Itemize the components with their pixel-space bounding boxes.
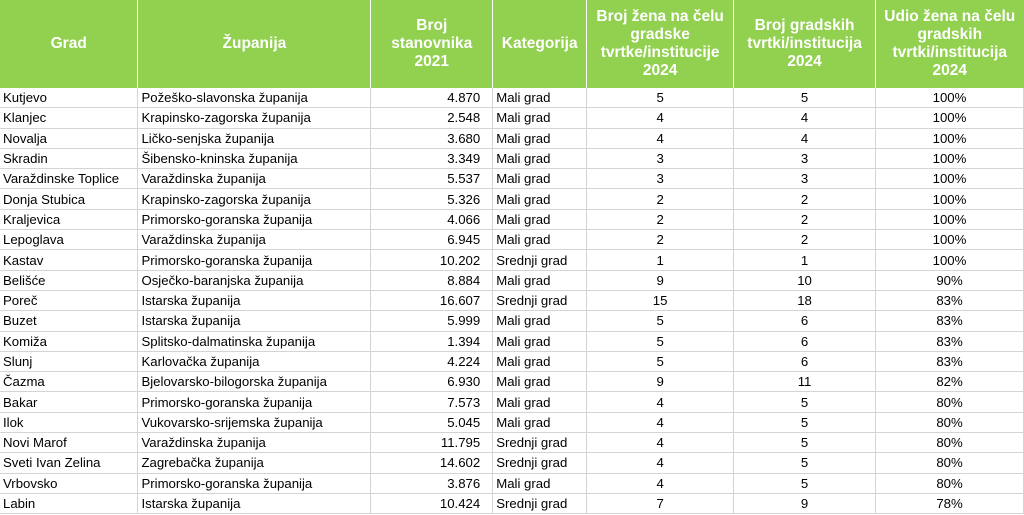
table-row — [0, 433, 1024, 453]
cell-kategorija[interactable]: Srednji grad — [493, 453, 587, 473]
cell-kategorija[interactable]: Srednji grad — [493, 433, 587, 453]
cell-kategorija[interactable]: Srednji grad — [493, 493, 587, 513]
header-tvrtki-line: 2024 — [787, 53, 822, 70]
cell-tvrtki[interactable]: 1 — [734, 250, 876, 270]
table-row — [0, 250, 1024, 270]
cell-stanovnika[interactable]: 10.424 — [371, 493, 493, 513]
table-row — [0, 108, 1024, 128]
cell-stanovnika[interactable]: 6.930 — [371, 372, 493, 392]
cell-kategorija[interactable]: Mali grad — [493, 128, 587, 148]
header-udio-line: tvrtki/institucija — [892, 44, 1008, 61]
cell-grad[interactable]: Poreč — [0, 290, 138, 310]
table-row — [0, 453, 1024, 473]
cell-zupanija[interactable]: Vukovarsko-srijemska županija — [138, 412, 371, 432]
header-zena-line: tvrtke/institucije — [600, 44, 720, 61]
header-stanovnika-line: Broj — [416, 17, 448, 34]
cell-kategorija[interactable]: Mali grad — [493, 372, 587, 392]
cell-zupanija[interactable]: Zagrebačka županija — [138, 453, 371, 473]
cell-grad[interactable]: Bakar — [0, 392, 138, 412]
cell-grad[interactable]: Kastav — [0, 250, 138, 270]
cell-grad[interactable]: Ilok — [0, 412, 138, 432]
cell-kategorija[interactable]: Mali grad — [493, 270, 587, 290]
cell-zupanija[interactable]: Ličko-senjska županija — [138, 128, 371, 148]
cell-stanovnika[interactable]: 14.602 — [371, 453, 493, 473]
cell-udio[interactable]: 100% — [876, 128, 1024, 148]
header-zena-line: 2024 — [642, 62, 678, 79]
cell-zupanija[interactable]: Primorsko-goranska županija — [138, 392, 371, 412]
cell-udio[interactable]: 100% — [876, 250, 1024, 270]
cell-tvrtki[interactable]: 3 — [734, 169, 876, 189]
cell-zupanija[interactable]: Istarska županija — [138, 493, 371, 513]
table-row — [0, 270, 1024, 290]
cell-udio[interactable]: 78% — [876, 493, 1024, 513]
cell-zupanija[interactable]: Primorsko-goranska županija — [138, 250, 371, 270]
cell-udio[interactable]: 100% — [876, 108, 1024, 128]
cell-kategorija[interactable]: Mali grad — [493, 230, 587, 250]
header-udio[interactable] — [876, 0, 1024, 88]
cell-zupanija[interactable]: Varaždinska županija — [138, 169, 371, 189]
cell-zena[interactable]: 4 — [587, 392, 734, 412]
cell-zena[interactable]: 3 — [587, 148, 734, 168]
cell-zena[interactable]: 4 — [587, 433, 734, 453]
header-stanovnika-line: stanovnika — [391, 35, 473, 52]
cell-stanovnika[interactable]: 8.884 — [371, 270, 493, 290]
cell-zena[interactable]: 2 — [587, 209, 734, 229]
header-zena[interactable] — [587, 0, 734, 88]
cell-grad[interactable]: Labin — [0, 493, 138, 513]
header-tvrtki-line: Broj gradskih — [754, 17, 855, 34]
header-tvrtki-line: tvrtki/institucija — [747, 35, 862, 52]
cell-kategorija[interactable]: Mali grad — [493, 189, 587, 209]
cell-grad[interactable]: Klanjec — [0, 108, 138, 128]
header-grad[interactable]: Grad — [0, 0, 138, 88]
cell-zena[interactable]: 7 — [587, 493, 734, 513]
cell-tvrtki[interactable]: 6 — [734, 351, 876, 371]
cell-zena[interactable]: 5 — [587, 351, 734, 371]
cell-udio[interactable]: 83% — [876, 351, 1024, 371]
cell-stanovnika[interactable]: 1.394 — [371, 331, 493, 351]
cell-zena[interactable]: 1 — [587, 250, 734, 270]
table-row — [0, 169, 1024, 189]
cell-tvrtki[interactable]: 5 — [734, 88, 876, 108]
cell-zena[interactable]: 5 — [587, 311, 734, 331]
cell-tvrtki[interactable]: 2 — [734, 230, 876, 250]
cell-udio[interactable]: 100% — [876, 169, 1024, 189]
cell-grad[interactable]: Slunj — [0, 351, 138, 371]
table-row — [0, 473, 1024, 493]
cell-tvrtki[interactable]: 3 — [734, 148, 876, 168]
cell-kategorija[interactable]: Mali grad — [493, 108, 587, 128]
header-row — [0, 0, 1024, 88]
header-stanovnika-line: 2021 — [414, 53, 450, 70]
cell-udio[interactable]: 100% — [876, 230, 1024, 250]
table-row — [0, 311, 1024, 331]
cell-tvrtki[interactable]: 6 — [734, 331, 876, 351]
cell-zena[interactable]: 3 — [587, 169, 734, 189]
cell-grad[interactable]: Lepoglava — [0, 230, 138, 250]
table-row — [0, 148, 1024, 168]
cell-tvrtki[interactable]: 9 — [734, 493, 876, 513]
cell-kategorija[interactable]: Mali grad — [493, 148, 587, 168]
cell-udio[interactable]: 80% — [876, 433, 1024, 453]
cell-grad[interactable]: Varaždinske Toplice — [0, 169, 138, 189]
cell-udio[interactable]: 90% — [876, 270, 1024, 290]
cell-tvrtki[interactable]: 10 — [734, 270, 876, 290]
cell-zupanija[interactable]: Istarska županija — [138, 311, 371, 331]
cell-stanovnika[interactable]: 7.573 — [371, 392, 493, 412]
header-kategorija[interactable]: Kategorija — [493, 0, 587, 88]
cell-kategorija[interactable]: Mali grad — [493, 209, 587, 229]
cell-zupanija[interactable]: Splitsko-dalmatinska županija — [138, 331, 371, 351]
cell-grad[interactable]: Novalja — [0, 128, 138, 148]
table-row — [0, 290, 1024, 310]
header-stanovnika[interactable] — [371, 0, 493, 88]
cell-grad[interactable]: Kutjevo — [0, 88, 138, 108]
table-row — [0, 351, 1024, 371]
header-udio-line: Udio žena na čelu — [884, 8, 1016, 25]
cell-stanovnika[interactable]: 5.999 — [371, 311, 493, 331]
cell-zena[interactable]: 4 — [587, 473, 734, 493]
cell-zupanija[interactable]: Istarska županija — [138, 290, 371, 310]
cell-udio[interactable]: 82% — [876, 372, 1024, 392]
cell-zupanija[interactable]: Karlovačka županija — [138, 351, 371, 371]
cell-kategorija[interactable]: Mali grad — [493, 169, 587, 189]
cell-kategorija[interactable]: Srednji grad — [493, 290, 587, 310]
cell-kategorija[interactable]: Mali grad — [493, 392, 587, 412]
cell-tvrtki[interactable]: 4 — [734, 128, 876, 148]
header-tvrtki[interactable] — [734, 0, 876, 88]
cell-zupanija[interactable]: Šibensko-kninska županija — [138, 148, 371, 168]
cell-zupanija[interactable]: Varaždinska županija — [138, 230, 371, 250]
cell-udio[interactable]: 80% — [876, 412, 1024, 432]
cell-udio[interactable]: 83% — [876, 331, 1024, 351]
cell-zena[interactable]: 2 — [587, 230, 734, 250]
cell-kategorija[interactable]: Mali grad — [493, 473, 587, 493]
cell-zena[interactable]: 9 — [587, 270, 734, 290]
cell-stanovnika[interactable]: 16.607 — [371, 290, 493, 310]
table-row — [0, 88, 1024, 108]
cell-stanovnika[interactable]: 3.876 — [371, 473, 493, 493]
table-row — [0, 372, 1024, 392]
cell-zena[interactable]: 4 — [587, 412, 734, 432]
cell-tvrtki[interactable]: 11 — [734, 372, 876, 392]
header-udio-line: 2024 — [932, 62, 967, 79]
table-row — [0, 128, 1024, 148]
header-zena-line: Broj žena na čelu — [596, 8, 724, 25]
cell-zena[interactable]: 4 — [587, 453, 734, 473]
cell-udio[interactable]: 100% — [876, 209, 1024, 229]
cell-grad[interactable]: Skradin — [0, 148, 138, 168]
cell-stanovnika[interactable]: 2.548 — [371, 108, 493, 128]
cell-grad[interactable]: Donja Stubica — [0, 189, 138, 209]
cell-grad[interactable]: Komiža — [0, 331, 138, 351]
header-zena-line: gradske — [630, 26, 690, 43]
header-zupanija[interactable]: Županija — [138, 0, 371, 88]
cell-zena[interactable]: 2 — [587, 189, 734, 209]
cell-kategorija[interactable]: Mali grad — [493, 311, 587, 331]
cell-stanovnika[interactable]: 11.795 — [371, 433, 493, 453]
cell-grad[interactable]: Čazma — [0, 372, 138, 392]
cell-zupanija[interactable]: Požeško-slavonska županija — [138, 88, 371, 108]
cell-zupanija[interactable]: Krapinsko-zagorska županija — [138, 108, 371, 128]
cell-zena[interactable]: 5 — [587, 331, 734, 351]
cell-grad[interactable]: Sveti Ivan Zelina — [0, 453, 138, 473]
cell-kategorija[interactable]: Mali grad — [493, 412, 587, 432]
cell-grad[interactable]: Buzet — [0, 311, 138, 331]
cell-stanovnika[interactable]: 3.680 — [371, 128, 493, 148]
cell-udio[interactable]: 83% — [876, 290, 1024, 310]
cell-stanovnika[interactable]: 4.224 — [371, 351, 493, 371]
cell-tvrtki[interactable]: 18 — [734, 290, 876, 310]
cell-udio[interactable]: 100% — [876, 189, 1024, 209]
cell-tvrtki[interactable]: 5 — [734, 453, 876, 473]
table-row — [0, 412, 1024, 432]
cell-tvrtki[interactable]: 2 — [734, 189, 876, 209]
cell-zupanija[interactable]: Krapinsko-zagorska županija — [138, 189, 371, 209]
cell-tvrtki[interactable]: 6 — [734, 311, 876, 331]
cell-zena[interactable]: 4 — [587, 128, 734, 148]
table-row — [0, 209, 1024, 229]
cell-zena[interactable]: 15 — [587, 290, 734, 310]
cell-kategorija[interactable]: Mali grad — [493, 351, 587, 371]
header-udio-line: gradskih — [917, 26, 983, 43]
cell-tvrtki[interactable]: 5 — [734, 433, 876, 453]
cell-udio[interactable]: 80% — [876, 392, 1024, 412]
cell-zupanija[interactable]: Osječko-baranjska županija — [138, 270, 371, 290]
cell-tvrtki[interactable]: 5 — [734, 412, 876, 432]
table-row — [0, 392, 1024, 412]
cell-udio[interactable]: 80% — [876, 453, 1024, 473]
cell-tvrtki[interactable]: 4 — [734, 108, 876, 128]
cell-stanovnika[interactable]: 5.045 — [371, 412, 493, 432]
cell-udio[interactable]: 83% — [876, 311, 1024, 331]
cell-tvrtki[interactable]: 2 — [734, 209, 876, 229]
cell-grad[interactable]: Belišće — [0, 270, 138, 290]
cell-zena[interactable]: 9 — [587, 372, 734, 392]
table-row — [0, 331, 1024, 351]
table-row — [0, 493, 1024, 513]
table-body — [0, 88, 1024, 514]
cell-kategorija[interactable]: Srednji grad — [493, 250, 587, 270]
cell-zupanija[interactable]: Varaždinska županija — [138, 433, 371, 453]
cell-grad[interactable]: Vrbovsko — [0, 473, 138, 493]
cell-stanovnika[interactable]: 3.349 — [371, 148, 493, 168]
cell-stanovnika[interactable]: 6.945 — [371, 230, 493, 250]
cell-stanovnika[interactable]: 4.870 — [371, 88, 493, 108]
cell-tvrtki[interactable]: 5 — [734, 392, 876, 412]
table-row — [0, 189, 1024, 209]
cell-stanovnika[interactable]: 4.066 — [371, 209, 493, 229]
cell-grad[interactable]: Kraljevica — [0, 209, 138, 229]
cell-kategorija[interactable]: Mali grad — [493, 88, 587, 108]
cell-stanovnika[interactable]: 5.326 — [371, 189, 493, 209]
cell-kategorija[interactable]: Mali grad — [493, 331, 587, 351]
cell-zena[interactable]: 5 — [587, 88, 734, 108]
cell-zena[interactable]: 4 — [587, 108, 734, 128]
cell-stanovnika[interactable]: 5.537 — [371, 169, 493, 189]
cell-stanovnika[interactable]: 10.202 — [371, 250, 493, 270]
cell-zupanija[interactable]: Primorsko-goranska županija — [138, 209, 371, 229]
table-row — [0, 230, 1024, 250]
cell-tvrtki[interactable]: 5 — [734, 473, 876, 493]
cell-zupanija[interactable]: Bjelovarsko-bilogorska županija — [138, 372, 371, 392]
cell-grad[interactable]: Novi Marof — [0, 433, 138, 453]
cell-zupanija[interactable]: Primorsko-goranska županija — [138, 473, 371, 493]
cell-udio[interactable]: 100% — [876, 88, 1024, 108]
cell-udio[interactable]: 100% — [876, 148, 1024, 168]
cell-udio[interactable]: 80% — [876, 473, 1024, 493]
